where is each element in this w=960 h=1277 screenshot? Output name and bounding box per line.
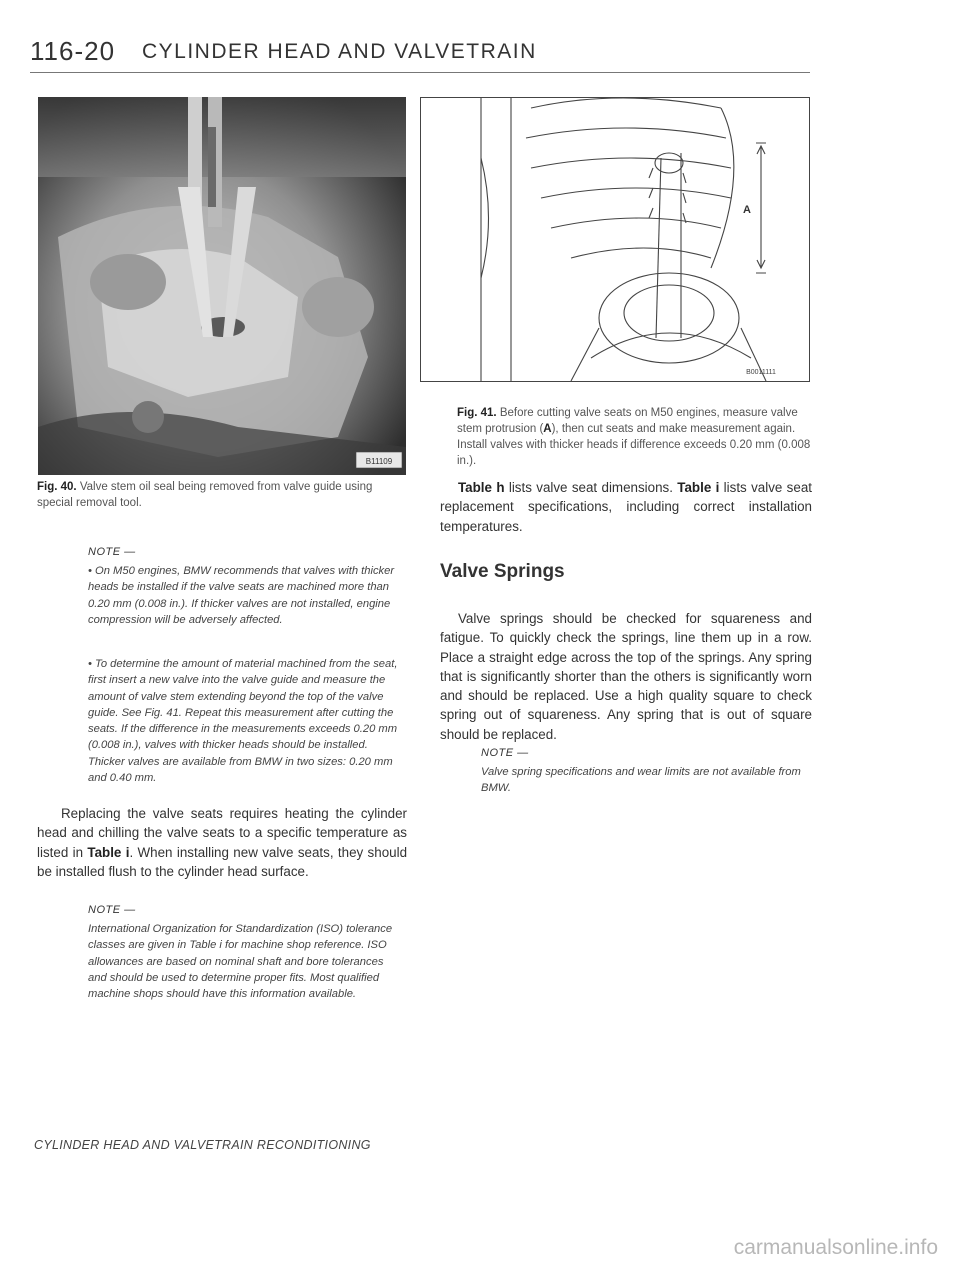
page-footer: CYLINDER HEAD AND VALVETRAIN RECONDITIONING bbox=[34, 1138, 371, 1152]
note1-bullet1: • On M50 engines, BMW recommends that valves with thicker heads be installed if the valve seats are machined more than 0.20 mm (0.008 in.). If thicker valves are not installed, engine compression will be adversely affected. bbox=[88, 565, 395, 626]
right-note-heading: NOTE — bbox=[481, 747, 529, 759]
fig41-caption-text-1: Before cutting valve seats on M50 engines, measure valve stem protrusion ( bbox=[457, 407, 798, 435]
note2-text: International Organization for Standardization (ISO) tolerance classes are given in Table i for machine shop reference. ISO allowances are based on nominal shaft and bore tolerances and should be used to determine proper fits. Most qualified machine shops should have this information available. bbox=[88, 923, 393, 1001]
note2-heading: NOTE — bbox=[88, 904, 136, 916]
right-intro-bold-2: Table i bbox=[677, 480, 720, 495]
fig40-photo bbox=[38, 97, 406, 475]
header-rule bbox=[30, 72, 810, 73]
fig40-caption-label: Fig. 40. bbox=[37, 481, 77, 493]
fig41-image-code: B0011111 bbox=[746, 369, 776, 376]
right-intro-text-2: lists valve seat replacement specifications, including correct installation temperatures. bbox=[440, 480, 812, 534]
left-para-text-1: Replacing the valve seats requires heating the cylinder head and chilling the valve seats to a specific temperature as listed in bbox=[37, 806, 407, 860]
fig40-caption bbox=[37, 479, 407, 511]
watermark: carmanualsonline.info bbox=[733, 1236, 938, 1259]
fig41-caption-text-2: ), then cut seats and make measurement again. Install valves with thicker heads if difference exceeds 0.20 mm (0.008 in.). bbox=[457, 423, 811, 467]
chapter-title: CYLINDER HEAD AND VALVETRAIN bbox=[142, 40, 537, 63]
right-note-text: Valve spring specifications and wear limits are not available from BMW. bbox=[481, 766, 801, 795]
page-number: 116-20 bbox=[30, 36, 116, 66]
left-paragraph bbox=[37, 804, 407, 881]
fig40-caption-text: Valve stem oil seal being removed from valve guide using special removal tool. bbox=[37, 481, 373, 509]
fig41-diagram bbox=[420, 97, 810, 382]
left-para-text-2: . When installing new valve seats, they should be installed flush to the cylinder head surface. bbox=[37, 844, 408, 879]
right-intro bbox=[440, 478, 812, 536]
fig40-image-code: B11109 bbox=[365, 457, 393, 466]
section-title-valve-springs: Valve Springs bbox=[440, 561, 565, 582]
fig41-caption bbox=[457, 405, 815, 469]
note1-heading: NOTE — bbox=[88, 546, 136, 558]
note1-bullet2: • To determine the amount of material machined from the seat, first insert a new valve into the valve guide and measure the amount of valve stem extending beyond the top of the valve guide. See Fig. 41. Repeat this measurement after cutting the seats. If the difference in the measurements exceeds 0.20 mm (0.008 in.), valves with thicker heads should be installed. Thicker valves are available from BMW in two sizes: 0.20 mm and 0.40 mm. bbox=[88, 658, 398, 785]
left-para-bold-1: Table i bbox=[87, 844, 130, 860]
fig41-caption-bold-a: A bbox=[543, 423, 552, 435]
right-intro-text-1: lists valve seat dimensions. bbox=[504, 480, 678, 495]
fig41-caption-label: Fig. 41. bbox=[457, 407, 497, 419]
fig41-label-a: A bbox=[743, 204, 751, 216]
right-intro-bold-1: Table h bbox=[458, 480, 505, 495]
right-paragraph: Valve springs should be checked for squareness and fatigue. To quickly check the springs, line them up in a row. Place a straight edge across the top of the springs. Any spring that is significantly shorter than the others is significantly worn and should be replaced. Use a high quality square to check spring out of squareness. Any spring that is out of square should be replaced. bbox=[440, 611, 812, 742]
